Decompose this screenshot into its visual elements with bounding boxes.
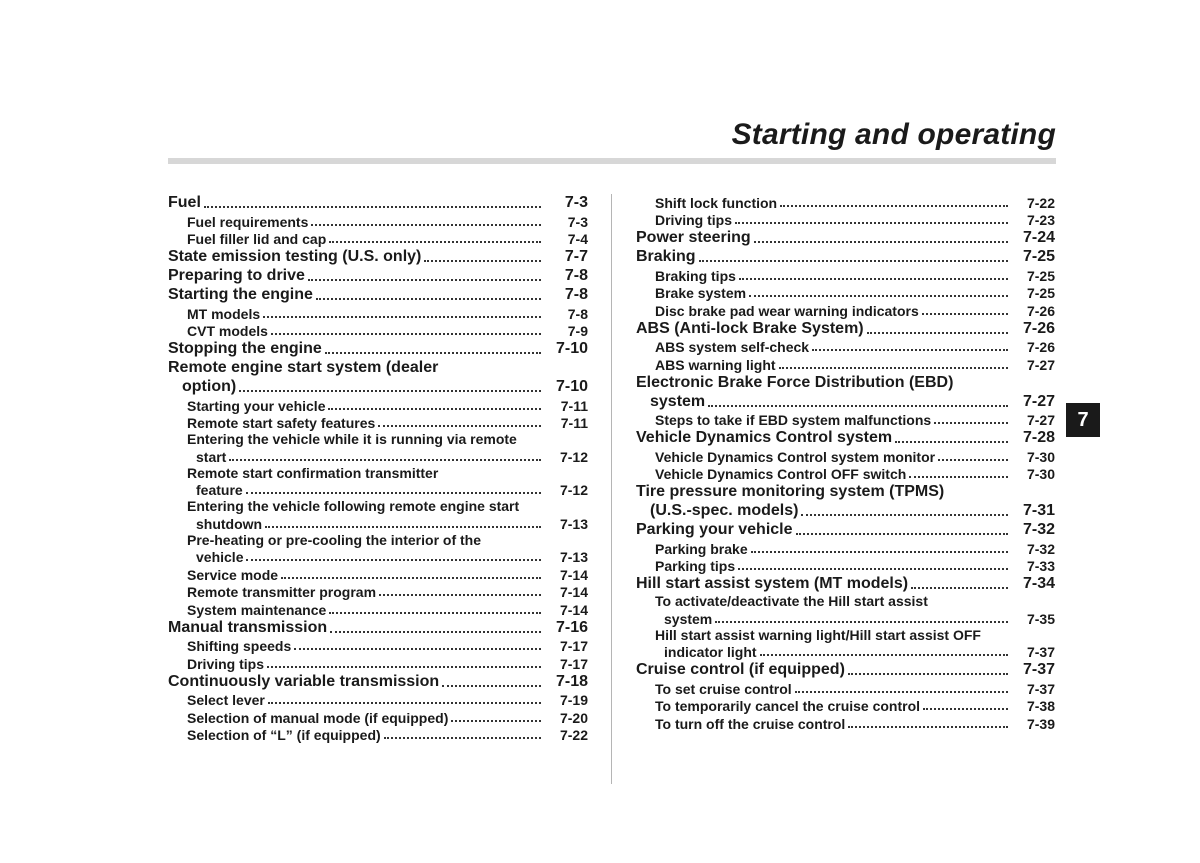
toc-page-number: 7-23 <box>1026 212 1055 228</box>
chapter-tab: 7 <box>1066 403 1100 437</box>
toc-page-number: 7-17 <box>559 638 588 654</box>
toc-page-number: 7-12 <box>559 482 588 498</box>
toc-page-number: 7-35 <box>1026 610 1055 627</box>
toc-entry-label: Steps to take if EBD system malfunctions <box>655 412 932 428</box>
toc-entry-title-line: Electronic Brake Force Distribution (EBD) <box>636 373 954 391</box>
toc-entry-label: Remote transmitter program <box>187 584 377 600</box>
toc-entry-label: ABS (Anti-lock Brake System) <box>636 319 864 337</box>
toc-entry-label: To temporarily cancel the cruise control <box>655 698 921 714</box>
toc-entry-label: State emission testing (U.S. only) <box>168 248 422 265</box>
toc-page-number: 7-3 <box>567 213 588 230</box>
toc-entry-label: Vehicle Dynamics Control system monitor <box>655 448 936 465</box>
toc-subsection-entry[interactable] <box>636 465 1055 483</box>
dot-leader <box>294 648 541 650</box>
toc-entry-label: shutdown <box>196 515 263 532</box>
dot-leader <box>938 459 1008 461</box>
toc-page-number: 7-37 <box>1026 680 1055 697</box>
column-divider <box>611 194 612 784</box>
toc-subsection-entry[interactable] <box>168 637 588 655</box>
dot-leader <box>708 405 1008 407</box>
toc-entry-label: Selection of manual mode (if equipped) <box>187 709 449 726</box>
toc-page-number: 7-22 <box>559 727 588 743</box>
dot-leader <box>909 476 1008 478</box>
toc-entry-label: CVT models <box>187 323 268 339</box>
toc-page-number: 7-34 <box>1022 575 1055 592</box>
toc-subsection-entry[interactable] <box>636 679 1055 697</box>
toc-page-number: 7-8 <box>564 286 588 303</box>
toc-section-entry[interactable] <box>636 428 1055 447</box>
dot-leader <box>812 349 1008 351</box>
dot-leader <box>329 612 541 614</box>
toc-section-entry[interactable] <box>168 247 588 266</box>
toc-subsection-entry[interactable] <box>168 548 588 566</box>
toc-subsection-entry[interactable] <box>636 609 1055 627</box>
toc-section-entry[interactable] <box>636 660 1055 679</box>
dot-leader <box>451 720 541 722</box>
toc-subsection-entry[interactable] <box>168 447 588 465</box>
toc-page-number: 7-24 <box>1022 229 1055 246</box>
dot-leader <box>308 279 541 281</box>
dot-leader <box>848 673 1008 675</box>
toc-subsection-entry[interactable] <box>636 284 1055 302</box>
dot-leader <box>749 295 1008 297</box>
dot-leader <box>754 241 1008 243</box>
dot-leader <box>738 568 1008 570</box>
toc-page-number: 7-32 <box>1022 521 1055 538</box>
toc-entry-title-line: Tire pressure monitoring system (TPMS) <box>636 483 945 500</box>
toc-subsection-entry[interactable] <box>168 230 588 248</box>
toc-subsection-entry[interactable] <box>168 481 588 499</box>
dot-leader <box>735 222 1008 224</box>
dot-leader <box>779 367 1008 369</box>
dot-leader <box>330 631 541 633</box>
dot-leader <box>239 390 541 392</box>
dot-leader <box>325 352 541 354</box>
toc-page-number: 7-10 <box>555 378 588 395</box>
dot-leader <box>424 260 541 262</box>
toc-entry-label: Parking tips <box>655 558 736 574</box>
toc-page-number: 7-10 <box>555 340 588 357</box>
toc-page-number: 7-27 <box>1026 412 1055 428</box>
toc-page-number: 7-31 <box>1022 502 1055 519</box>
toc-section-entry[interactable] <box>168 339 588 358</box>
toc-page-number: 7-7 <box>564 248 588 265</box>
toc-subsection-entry[interactable] <box>168 514 588 532</box>
toc-entry-label: To turn off the cruise control <box>655 715 846 732</box>
toc-page-number: 7-26 <box>1026 339 1055 355</box>
toc-entry-label: Preparing to drive <box>168 267 305 284</box>
toc-entry-label: feature <box>196 482 243 498</box>
toc-entry-label: Vehicle Dynamics Control OFF switch <box>655 466 907 482</box>
toc-page-number: 7-17 <box>559 655 588 672</box>
dot-leader <box>329 241 541 243</box>
toc-subsection-entry[interactable] <box>636 714 1055 732</box>
toc-entry-label: Shifting speeds <box>187 638 292 654</box>
toc-page-number: 7-16 <box>555 618 588 636</box>
toc-entry-label: To set cruise control <box>655 680 792 697</box>
dot-leader <box>442 685 541 687</box>
toc-page-number: 7-38 <box>1026 698 1055 714</box>
toc-page-number: 7-20 <box>559 709 588 726</box>
toc-page-number: 7-8 <box>564 267 588 284</box>
toc-page-number: 7-14 <box>559 566 588 583</box>
toc-page-number: 7-26 <box>1022 319 1055 337</box>
dot-leader <box>795 691 1008 693</box>
dot-leader <box>265 526 541 528</box>
dot-leader <box>378 425 541 427</box>
toc-subsection-entry[interactable] <box>168 396 588 414</box>
toc-page-number: 7-4 <box>567 231 588 247</box>
toc-entry-label: Brake system <box>655 285 747 301</box>
dot-leader <box>699 260 1008 262</box>
toc-page-number: 7-11 <box>560 397 588 414</box>
toc-subsection-entry[interactable] <box>636 411 1055 429</box>
toc-section-entry[interactable] <box>168 266 588 285</box>
title-rule <box>168 158 1056 164</box>
toc-subsection-entry[interactable] <box>636 643 1055 661</box>
toc-section-entry[interactable] <box>636 392 1055 411</box>
toc-entry-label: Vehicle Dynamics Control system <box>636 429 893 446</box>
toc-entry-title-line: Hill start assist warning light/Hill start assist OFF <box>655 626 981 643</box>
toc-page-number: 7-19 <box>559 692 588 708</box>
dot-leader <box>316 298 541 300</box>
dot-leader <box>923 708 1008 710</box>
dot-leader <box>934 422 1008 424</box>
toc-entry-label: Selection of “L” (if equipped) <box>187 727 381 743</box>
toc-subsection-entry[interactable] <box>168 414 588 432</box>
toc-entry-label: start <box>196 448 227 465</box>
dot-leader <box>268 702 541 704</box>
dot-leader <box>271 333 541 335</box>
toc-entry-label: Stopping the engine <box>168 340 322 357</box>
toc-entry-label: option) <box>182 378 237 395</box>
toc-subsection-entry[interactable] <box>636 211 1055 229</box>
toc-subsection-entry[interactable] <box>168 304 588 322</box>
toc-page-number: 7-9 <box>567 323 588 339</box>
toc-page-number: 7-11 <box>560 415 588 431</box>
toc-subsection-entry[interactable] <box>636 301 1055 319</box>
toc-page-number: 7-27 <box>1026 356 1055 373</box>
toc-subsection-entry[interactable] <box>168 322 588 340</box>
toc-subsection-entry[interactable] <box>168 726 588 744</box>
toc-entry-label: Cruise control (if equipped) <box>636 661 845 678</box>
toc-entry-label: indicator light <box>664 644 757 660</box>
toc-entry-label: Starting the engine <box>168 286 313 303</box>
dot-leader <box>801 514 1008 516</box>
toc-page-number: 7-25 <box>1026 267 1055 284</box>
toc-page-number: 7-12 <box>559 448 588 465</box>
toc-page-number: 7-33 <box>1026 558 1055 574</box>
toc-entry-label: Continuously variable transmission <box>168 672 440 690</box>
dot-leader <box>780 205 1008 207</box>
dot-leader <box>760 654 1008 656</box>
toc-subsection-entry[interactable] <box>636 447 1055 465</box>
toc-entry-label: (U.S.-spec. models) <box>650 502 799 519</box>
toc-entry-label: Starting your vehicle <box>187 397 326 414</box>
toc-page-number: 7-32 <box>1026 540 1055 557</box>
toc-page-number: 7-8 <box>567 305 588 322</box>
toc-page-number: 7-25 <box>1022 248 1055 265</box>
toc-entry-label: Service mode <box>187 566 279 583</box>
toc-section-entry[interactable] <box>636 574 1055 593</box>
toc-subsection-entry[interactable] <box>168 708 588 726</box>
dot-leader <box>204 206 541 208</box>
toc-page-number: 7-18 <box>555 672 588 690</box>
toc-subsection-entry[interactable] <box>636 193 1055 211</box>
toc-entry-label: Select lever <box>187 692 265 708</box>
toc-entry-label: Hill start assist system (MT models) <box>636 575 909 592</box>
toc-subsection-entry[interactable] <box>168 565 588 583</box>
dot-leader <box>739 278 1008 280</box>
toc-right-column <box>636 193 1055 732</box>
dot-leader <box>848 726 1008 728</box>
toc-subsection-entry[interactable] <box>636 355 1055 373</box>
dot-leader <box>895 441 1008 443</box>
toc-entry-label: Remote start safety features <box>187 415 376 431</box>
toc-entry-label: Parking brake <box>655 540 748 557</box>
toc-section-entry[interactable] <box>168 672 588 691</box>
toc-entry-title-line: Pre-heating or pre-cooling the interior of the <box>187 531 482 548</box>
dot-leader <box>246 492 541 494</box>
toc-subsection-entry[interactable] <box>168 654 588 672</box>
toc-entry-title-line: Remote engine start system (dealer <box>168 359 439 376</box>
dot-leader <box>328 408 541 410</box>
toc-page-number: 7-27 <box>1022 392 1055 410</box>
dot-leader <box>229 459 541 461</box>
toc-entry-label: Braking <box>636 248 696 265</box>
toc-section-entry[interactable] <box>168 377 588 396</box>
toc-section-entry[interactable] <box>636 247 1055 266</box>
toc-section-entry[interactable] <box>168 618 588 637</box>
toc-page-number: 7-30 <box>1026 466 1055 482</box>
toc-page-number: 7-13 <box>559 549 588 565</box>
toc-subsection-entry[interactable] <box>168 212 588 230</box>
toc-entry-label: vehicle <box>196 549 244 565</box>
toc-page-number: 7-13 <box>559 515 588 532</box>
dot-leader <box>751 551 1008 553</box>
toc-entry-label: Braking tips <box>655 267 736 284</box>
toc-entry-title-line: Entering the vehicle while it is running via remote <box>187 431 517 447</box>
dot-leader <box>715 621 1008 623</box>
toc-section-entry[interactable] <box>168 285 588 304</box>
toc-entry-label: system <box>664 610 713 627</box>
dot-leader <box>267 666 541 668</box>
toc-page-number: 7-37 <box>1022 661 1055 678</box>
toc-page-number: 7-14 <box>559 584 588 600</box>
toc-section-entry[interactable] <box>636 228 1055 247</box>
toc-entry-label: Fuel filler lid and cap <box>187 231 327 247</box>
toc-entry-label: MT models <box>187 305 261 322</box>
toc-entry-title-line: Entering the vehicle following remote engine start <box>187 498 520 514</box>
toc-entry-label: ABS warning light <box>655 356 776 373</box>
toc-entry-label: Driving tips <box>655 212 733 228</box>
toc-subsection-entry[interactable] <box>636 557 1055 575</box>
dot-leader <box>281 577 541 579</box>
toc-page-number: 7-25 <box>1026 285 1055 301</box>
toc-subsection-entry[interactable] <box>168 600 588 618</box>
dot-leader <box>384 737 541 739</box>
chapter-title: Starting and operating <box>731 118 1056 151</box>
toc-entry-label: system <box>650 392 706 410</box>
toc-section-entry[interactable] <box>636 319 1055 338</box>
toc-entry-label: ABS system self-check <box>655 339 810 355</box>
toc-subsection-entry[interactable] <box>636 539 1055 557</box>
toc-entry-label: Driving tips <box>187 655 265 672</box>
toc-subsection-entry[interactable] <box>168 583 588 601</box>
toc-page-number: 7-26 <box>1026 302 1055 319</box>
toc-section-entry[interactable] <box>636 520 1055 539</box>
toc-entry-title-line: Remote start confirmation transmitter <box>187 464 439 481</box>
toc-subsection-entry[interactable] <box>636 697 1055 715</box>
toc-left-column <box>168 193 588 743</box>
dot-leader <box>867 332 1008 334</box>
toc-section-entry[interactable] <box>168 193 588 212</box>
toc-entry-title-line: To activate/deactivate the Hill start assist <box>655 593 928 609</box>
toc-subsection-entry[interactable] <box>636 338 1055 356</box>
toc-entry-label: Shift lock function <box>655 194 778 211</box>
dot-leader <box>922 313 1008 315</box>
toc-page-number: 7-28 <box>1022 429 1055 446</box>
toc-page-number: 7-39 <box>1026 715 1055 732</box>
dot-leader <box>246 559 541 561</box>
toc-entry-label: Parking your vehicle <box>636 521 793 538</box>
toc-entry-label: Manual transmission <box>168 618 328 636</box>
toc-page-number: 7-30 <box>1026 448 1055 465</box>
toc-entry-label: System maintenance <box>187 601 327 618</box>
toc-subsection-entry[interactable] <box>168 691 588 709</box>
toc-section-entry[interactable] <box>636 501 1055 520</box>
toc-page-number: 7-22 <box>1026 194 1055 211</box>
dot-leader <box>796 533 1008 535</box>
dot-leader <box>311 224 541 226</box>
toc-entry-label: Fuel requirements <box>187 213 309 230</box>
toc-entry-label: Disc brake pad wear warning indicators <box>655 302 919 319</box>
toc-page-number: 7-37 <box>1026 644 1055 660</box>
dot-leader <box>911 587 1008 589</box>
toc-page-number: 7-3 <box>564 194 588 211</box>
toc-entry-label: Power steering <box>636 229 751 246</box>
dot-leader <box>379 594 541 596</box>
dot-leader <box>263 316 541 318</box>
toc-subsection-entry[interactable] <box>636 266 1055 284</box>
toc-entry-label: Fuel <box>168 194 201 211</box>
toc-page-number: 7-14 <box>559 601 588 618</box>
